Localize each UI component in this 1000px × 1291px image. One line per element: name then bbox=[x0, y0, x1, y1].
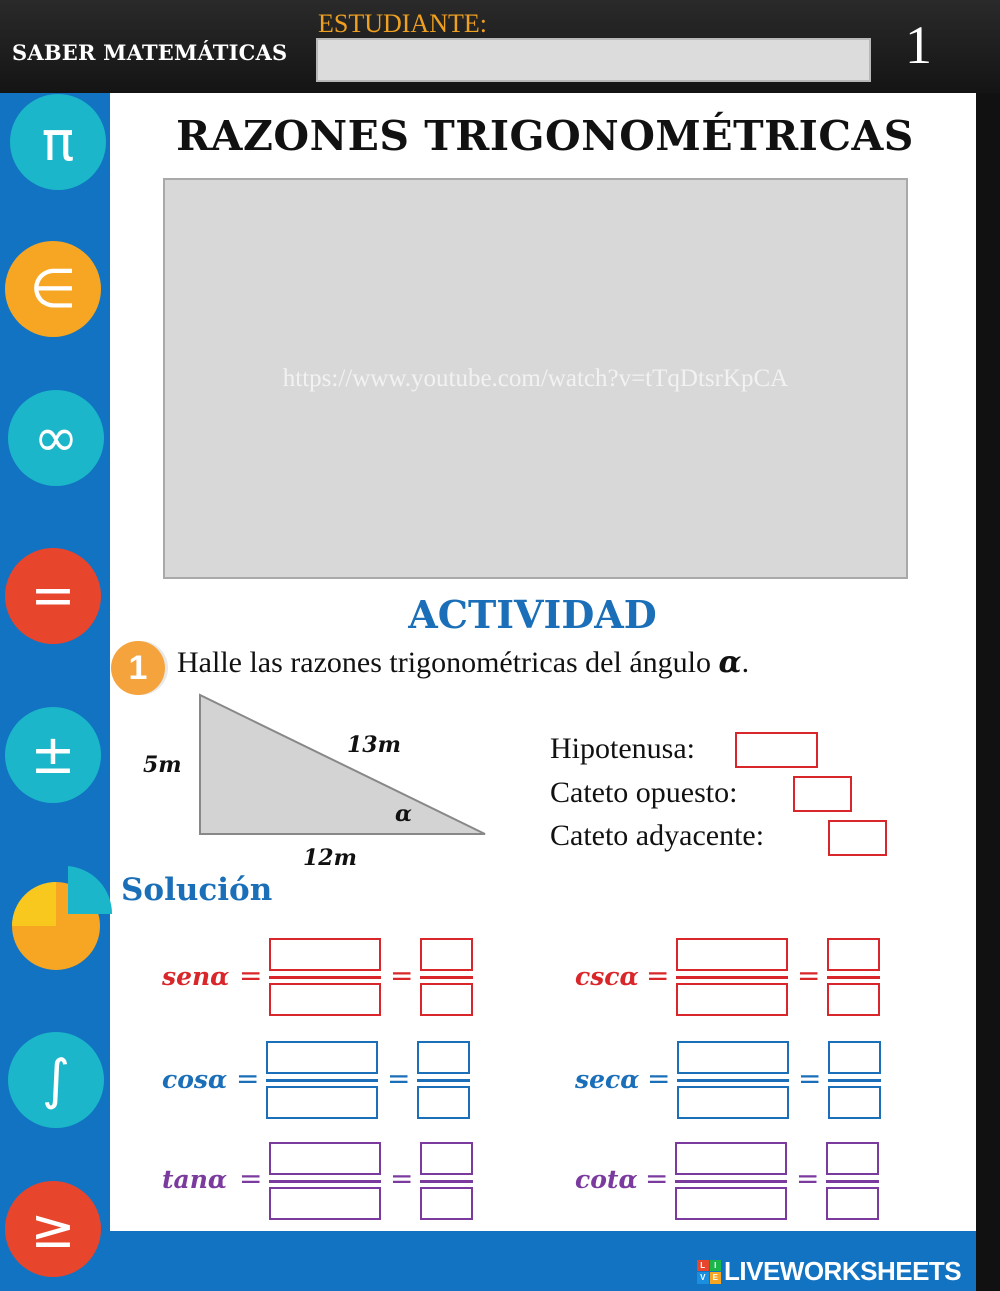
equals-sign: = bbox=[239, 959, 263, 992]
solution-heading: Solución bbox=[121, 872, 273, 908]
equals-sign: = bbox=[239, 1162, 263, 1195]
equals-sign: = bbox=[645, 1162, 669, 1195]
fraction-bar bbox=[828, 1079, 881, 1082]
equals-sign: = bbox=[390, 1162, 414, 1195]
sin-label: senα bbox=[162, 962, 230, 991]
fraction-bar bbox=[676, 976, 788, 979]
csc-simplified-numerator-input[interactable] bbox=[827, 938, 880, 971]
cot-simplified-denominator-input[interactable] bbox=[826, 1187, 879, 1220]
element-of-icon: ∈ bbox=[5, 241, 101, 337]
fraction-bar bbox=[675, 1180, 787, 1183]
pi-icon: π bbox=[10, 94, 106, 190]
cot-numerator-input[interactable] bbox=[675, 1142, 787, 1175]
cos-denominator-input[interactable] bbox=[266, 1086, 378, 1119]
right-triangle bbox=[195, 690, 495, 840]
fraction-bar bbox=[420, 1180, 473, 1183]
cot-simplified-numerator-input[interactable] bbox=[826, 1142, 879, 1175]
adjacent-label-text: Cateto adyacente: bbox=[550, 819, 765, 852]
activity-heading: ACTIVIDAD bbox=[408, 592, 657, 637]
equals-sign: = bbox=[390, 959, 414, 992]
hypotenuse-input[interactable] bbox=[735, 732, 818, 768]
student-label: ESTUDIANTE: bbox=[318, 9, 487, 38]
sec-simplified-denominator-input[interactable] bbox=[828, 1086, 881, 1119]
tan-denominator-input[interactable] bbox=[269, 1187, 381, 1220]
student-name-input[interactable] bbox=[316, 38, 871, 82]
fraction-bar bbox=[269, 1180, 381, 1183]
fraction-bar bbox=[269, 976, 381, 979]
equals-sign: = bbox=[236, 1062, 260, 1095]
equals-sign: = bbox=[387, 1062, 411, 1095]
liveworksheets-logo-icon: L I V E bbox=[697, 1260, 721, 1284]
tan-simplified-denominator-input[interactable] bbox=[420, 1187, 473, 1220]
equals-icon: = bbox=[5, 548, 101, 644]
equals-sign: = bbox=[796, 1162, 820, 1195]
infinity-icon: ∞ bbox=[8, 390, 104, 486]
hypotenuse-label-text: Hipotenusa: bbox=[550, 732, 695, 765]
plus-minus-icon: ± bbox=[5, 707, 101, 803]
csc-simplified-denominator-input[interactable] bbox=[827, 983, 880, 1016]
page-title: RAZONES TRIGONOMÉTRICAS bbox=[176, 112, 914, 160]
fraction-bar bbox=[417, 1079, 470, 1082]
tan-label: tanα bbox=[162, 1165, 228, 1194]
csc-denominator-input[interactable] bbox=[676, 983, 788, 1016]
sec-label: secα bbox=[575, 1065, 640, 1094]
cos-simplified-denominator-input[interactable] bbox=[417, 1086, 470, 1119]
equals-sign: = bbox=[647, 1062, 671, 1095]
pie-chart-icon bbox=[6, 862, 114, 974]
side-opposite-label: 5m bbox=[143, 752, 182, 778]
question-number-badge: 1 bbox=[111, 641, 165, 695]
csc-label: cscα bbox=[575, 962, 639, 991]
opposite-input[interactable] bbox=[793, 776, 852, 812]
integral-icon: ∫ bbox=[8, 1032, 104, 1128]
sin-denominator-input[interactable] bbox=[269, 983, 381, 1016]
cot-label: cotα bbox=[575, 1165, 638, 1194]
sec-simplified-numerator-input[interactable] bbox=[828, 1041, 881, 1074]
cos-numerator-input[interactable] bbox=[266, 1041, 378, 1074]
side-adjacent-label: 12m bbox=[303, 845, 357, 871]
csc-numerator-input[interactable] bbox=[676, 938, 788, 971]
fraction-bar bbox=[420, 976, 473, 979]
fraction-bar bbox=[266, 1079, 378, 1082]
sin-numerator-input[interactable] bbox=[269, 938, 381, 971]
tan-simplified-numerator-input[interactable] bbox=[420, 1142, 473, 1175]
page-number: 1 bbox=[905, 15, 932, 75]
sin-simplified-denominator-input[interactable] bbox=[420, 983, 473, 1016]
adjacent-input[interactable] bbox=[828, 820, 887, 856]
greater-equal-icon: ≥ bbox=[5, 1181, 101, 1277]
equals-sign: = bbox=[646, 959, 670, 992]
tan-numerator-input[interactable] bbox=[269, 1142, 381, 1175]
hypotenuse-label: 13m bbox=[347, 732, 401, 758]
alpha-symbol: α bbox=[718, 645, 742, 680]
question-prompt: Halle las razones trigonométricas del ángulo α. bbox=[177, 645, 750, 680]
liveworksheets-logo: L I V E LIVEWORKSHEETS bbox=[697, 1256, 961, 1287]
opposite-label-text: Cateto opuesto: bbox=[550, 776, 738, 809]
angle-label: α bbox=[395, 801, 412, 827]
page-edge bbox=[976, 93, 1000, 1291]
fraction-bar bbox=[677, 1079, 789, 1082]
sec-numerator-input[interactable] bbox=[677, 1041, 789, 1074]
brand-name: SABER MATEMÁTICAS bbox=[12, 40, 288, 65]
equals-sign: = bbox=[797, 959, 821, 992]
video-url: https://www.youtube.com/watch?v=tTqDtsrKpCA bbox=[282, 364, 789, 392]
equals-sign: = bbox=[798, 1062, 822, 1095]
fraction-bar bbox=[827, 976, 880, 979]
sec-denominator-input[interactable] bbox=[677, 1086, 789, 1119]
cot-denominator-input[interactable] bbox=[675, 1187, 787, 1220]
cos-label: cosα bbox=[162, 1065, 228, 1094]
fraction-bar bbox=[826, 1180, 879, 1183]
video-embed[interactable] bbox=[163, 178, 908, 579]
cos-simplified-numerator-input[interactable] bbox=[417, 1041, 470, 1074]
sin-simplified-numerator-input[interactable] bbox=[420, 938, 473, 971]
